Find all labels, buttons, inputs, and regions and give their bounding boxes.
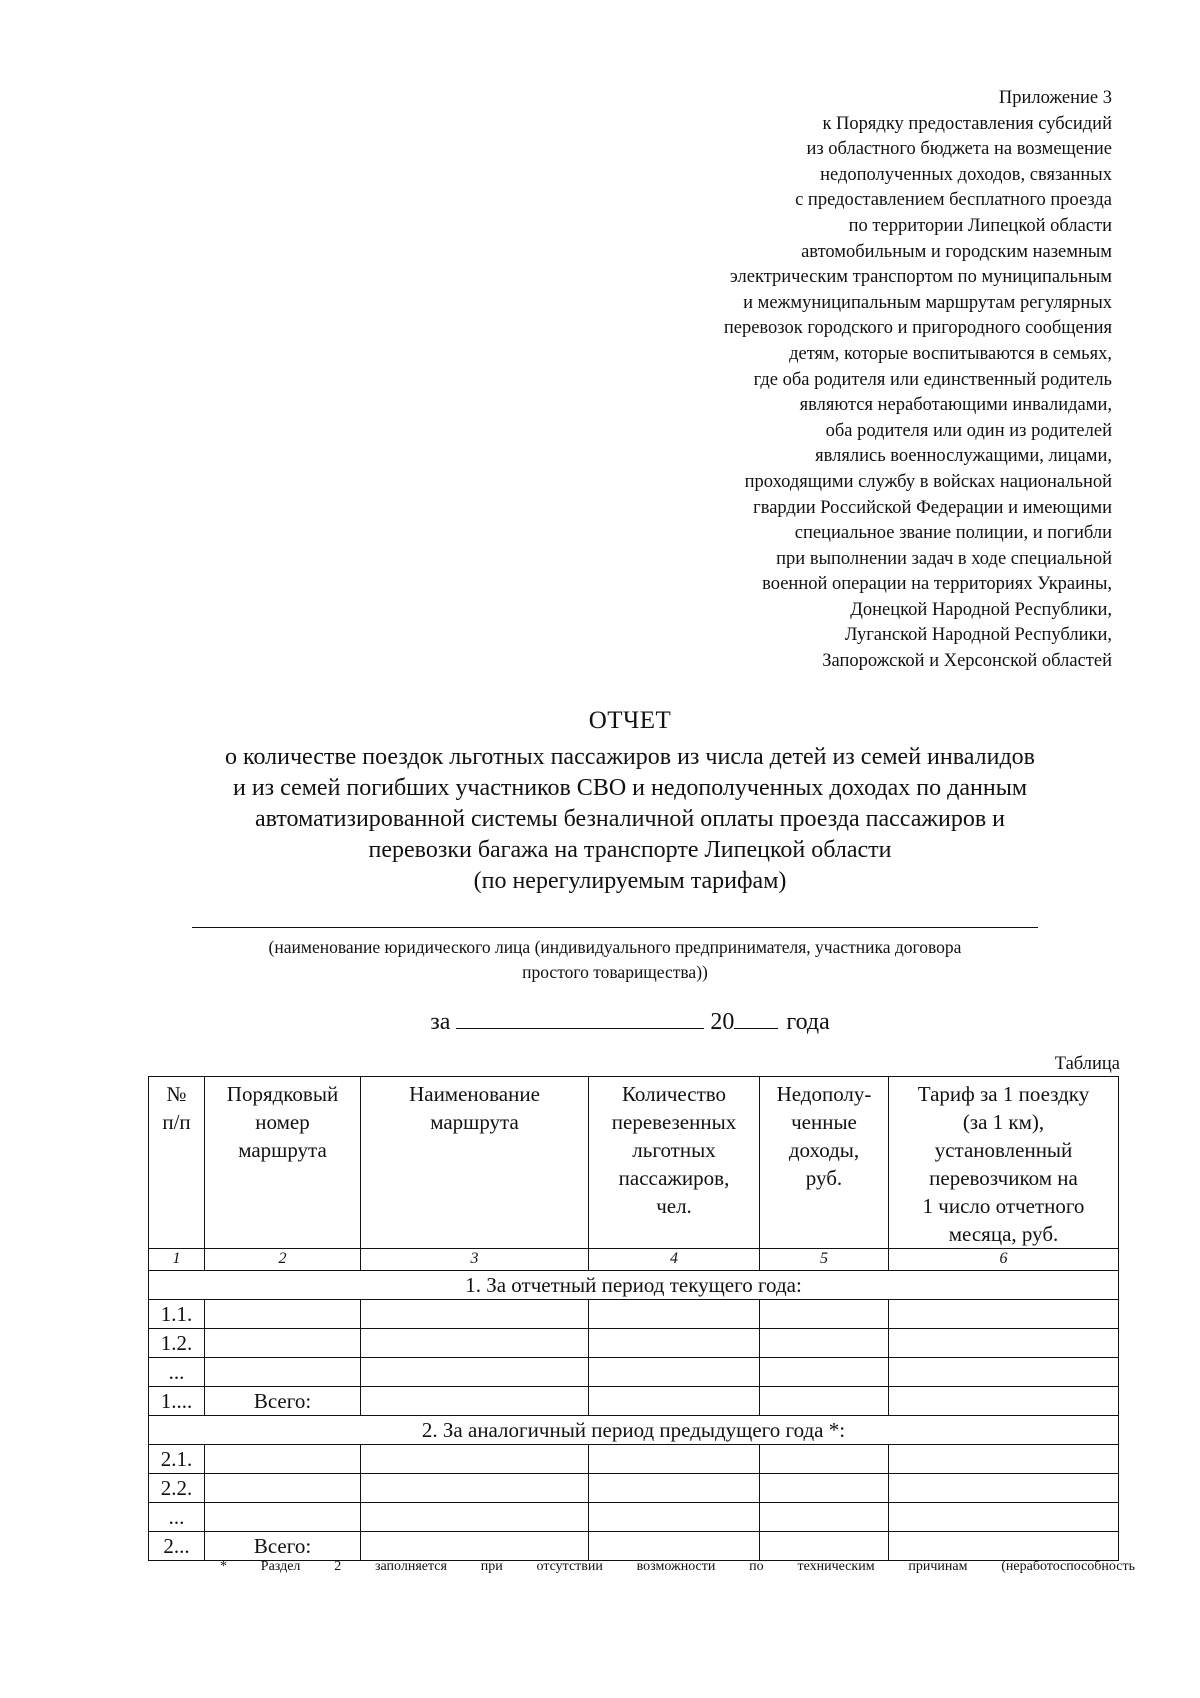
appendix-line: являлись военнослужащими, лицами,	[815, 446, 1112, 467]
period-month-field[interactable]	[456, 1004, 704, 1029]
header-cell-route-name: Наименование маршрута	[361, 1077, 589, 1249]
tariff-cell[interactable]	[889, 1329, 1119, 1358]
organization-caption	[150, 935, 1080, 985]
lost-income-cell[interactable]	[760, 1503, 889, 1532]
tariff-cell[interactable]	[889, 1387, 1119, 1416]
appendix-line: гвардии Российской Федерации и имеющими	[753, 497, 1112, 518]
table-row	[149, 1300, 1119, 1329]
row-number: 1.2.	[149, 1329, 205, 1358]
appendix-line: автомобильным и городским наземным	[801, 241, 1112, 262]
subtitle-line: и из семей погибших участников СВО и недополученных доходах по данным	[232, 775, 1028, 801]
appendix-line: военной операции на территориях Украины,	[762, 574, 1112, 595]
route-name-cell[interactable]	[361, 1532, 589, 1561]
section-row-previous-year	[149, 1416, 1119, 1445]
tariff-cell[interactable]	[889, 1532, 1119, 1561]
table-row	[149, 1474, 1119, 1503]
subtitle-line: о количестве поездок льготных пассажиров из числа детей из семей инвалидов	[225, 744, 1035, 770]
appendix-line: из областного бюджета на возмещение	[806, 139, 1112, 160]
tariff-cell[interactable]	[889, 1300, 1119, 1329]
lost-income-cell[interactable]	[760, 1329, 889, 1358]
section-title: 2. За аналогичный период предыдущего года *:	[149, 1416, 1119, 1445]
table-row	[149, 1358, 1119, 1387]
column-number: 5	[760, 1249, 889, 1271]
appendix-line: где оба родителя или единственный родитель	[753, 369, 1112, 390]
route-name-cell[interactable]	[361, 1503, 589, 1532]
row-number: 2...	[149, 1532, 205, 1561]
column-number-row	[149, 1249, 1119, 1271]
footnote: * Раздел 2 заполняется при отсутствии возможности по техническим причинам (неработоспособность	[220, 1559, 1135, 1574]
period-year-prefix: 20	[710, 1009, 735, 1035]
subtitle-line: (по нерегулируемым тарифам)	[473, 868, 787, 894]
passengers-cell[interactable]	[589, 1387, 760, 1416]
route-number-cell[interactable]	[205, 1300, 361, 1329]
appendix-line: перевозок городского и пригородного сообщения	[723, 318, 1112, 339]
row-number: ...	[149, 1503, 205, 1532]
period-year-field[interactable]	[734, 1004, 778, 1029]
route-name-cell[interactable]	[361, 1445, 589, 1474]
lost-income-cell[interactable]	[760, 1445, 889, 1474]
table-label: Таблица	[1054, 1054, 1120, 1074]
lost-income-cell[interactable]	[760, 1532, 889, 1561]
appendix-line: оба родителя или один из родителей	[825, 420, 1112, 441]
row-number: 2.2.	[149, 1474, 205, 1503]
route-number-cell[interactable]	[205, 1503, 361, 1532]
caption-line: (наименование юридического лица (индивидуального предпринимателя, участника договора	[268, 937, 962, 957]
table-row	[149, 1445, 1119, 1474]
passengers-cell[interactable]	[589, 1532, 760, 1561]
appendix-line: при выполнении задач в ходе специальной	[776, 548, 1112, 569]
tariff-cell[interactable]	[889, 1474, 1119, 1503]
subtitle-line: автоматизированной системы безналичной оплаты проезда пассажиров и	[254, 806, 1006, 832]
appendix-line: и межмуниципальным маршрутам регулярных	[743, 292, 1112, 313]
header-cell-tariff: Тариф за 1 поездку (за 1 км), установленный перевозчиком на 1 число отчетного месяца, руб.	[889, 1077, 1119, 1249]
period-suffix: года	[786, 1009, 830, 1035]
passengers-cell[interactable]	[589, 1503, 760, 1532]
row-number: ...	[149, 1358, 205, 1387]
column-number: 3	[361, 1249, 589, 1271]
header-cell-passengers: Количество перевезенных льготных пассажиров, чел.	[589, 1077, 760, 1249]
route-name-cell[interactable]	[361, 1358, 589, 1387]
column-number: 6	[889, 1249, 1119, 1271]
table-row-total	[149, 1532, 1119, 1561]
passengers-cell[interactable]	[589, 1329, 760, 1358]
appendix-line: специальное звание полиции, и погибли	[794, 523, 1112, 544]
period-prefix: за	[430, 1009, 451, 1035]
passengers-cell[interactable]	[589, 1300, 760, 1329]
appendix-line: недополученных доходов, связанных	[820, 164, 1112, 185]
section-row-current-year	[149, 1271, 1119, 1300]
appendix-header	[552, 86, 1112, 675]
header-cell-num: № п/п	[149, 1077, 205, 1249]
appendix-line: электрическим транспортом по муниципальным	[729, 267, 1112, 288]
appendix-line: Запорожской и Херсонской областей	[822, 651, 1112, 672]
route-number-cell[interactable]	[205, 1358, 361, 1387]
lost-income-cell[interactable]	[760, 1474, 889, 1503]
report-subtitle	[110, 742, 1150, 897]
passengers-cell[interactable]	[589, 1358, 760, 1387]
tariff-cell[interactable]	[889, 1358, 1119, 1387]
column-number: 2	[205, 1249, 361, 1271]
report-period	[0, 1004, 1200, 1037]
passengers-cell[interactable]	[589, 1474, 760, 1503]
route-name-cell[interactable]	[361, 1300, 589, 1329]
appendix-line: к Порядку предоставления субсидий	[822, 113, 1112, 134]
total-label: Всего:	[205, 1387, 361, 1416]
column-number: 1	[149, 1249, 205, 1271]
header-cell-lost-income: Недополу- ченные доходы, руб.	[760, 1077, 889, 1249]
report-table	[148, 1076, 1119, 1561]
lost-income-cell[interactable]	[760, 1387, 889, 1416]
appendix-line: по территории Липецкой области	[848, 215, 1112, 236]
header-cell-route-number: Порядковый номер маршрута	[205, 1077, 361, 1249]
route-name-cell[interactable]	[361, 1387, 589, 1416]
route-name-cell[interactable]	[361, 1329, 589, 1358]
row-number: 2.1.	[149, 1445, 205, 1474]
report-title: ОТЧЕТ	[588, 707, 672, 734]
column-number: 4	[589, 1249, 760, 1271]
lost-income-cell[interactable]	[760, 1300, 889, 1329]
passengers-cell[interactable]	[589, 1445, 760, 1474]
tariff-cell[interactable]	[889, 1503, 1119, 1532]
appendix-line: проходящими службу в войсках национальной	[744, 471, 1112, 492]
appendix-line: Донецкой Народной Республики,	[850, 599, 1112, 620]
row-number: 1.1.	[149, 1300, 205, 1329]
subtitle-line: перевозки багажа на транспорте Липецкой области	[368, 837, 892, 863]
route-name-cell[interactable]	[361, 1474, 589, 1503]
appendix-line: Луганской Народной Республики,	[844, 625, 1112, 646]
appendix-line: являются неработающими инвалидами,	[799, 395, 1112, 416]
organization-name-field[interactable]	[192, 927, 1038, 928]
total-label: Всего:	[205, 1532, 361, 1561]
table-row	[149, 1503, 1119, 1532]
table-row	[149, 1329, 1119, 1358]
route-number-cell[interactable]	[205, 1474, 361, 1503]
row-number: 1....	[149, 1387, 205, 1416]
tariff-cell[interactable]	[889, 1445, 1119, 1474]
caption-line: простого товарищества))	[522, 962, 708, 982]
section-title: 1. За отчетный период текущего года:	[149, 1271, 1119, 1300]
route-number-cell[interactable]	[205, 1445, 361, 1474]
appendix-line: с предоставлением бесплатного проезда	[795, 190, 1112, 211]
appendix-line: Приложение 3	[998, 88, 1112, 108]
lost-income-cell[interactable]	[760, 1358, 889, 1387]
route-number-cell[interactable]	[205, 1329, 361, 1358]
appendix-line: детям, которые воспитываются в семьях,	[789, 343, 1112, 364]
table-row-total	[149, 1387, 1119, 1416]
table-header-row	[149, 1077, 1119, 1249]
